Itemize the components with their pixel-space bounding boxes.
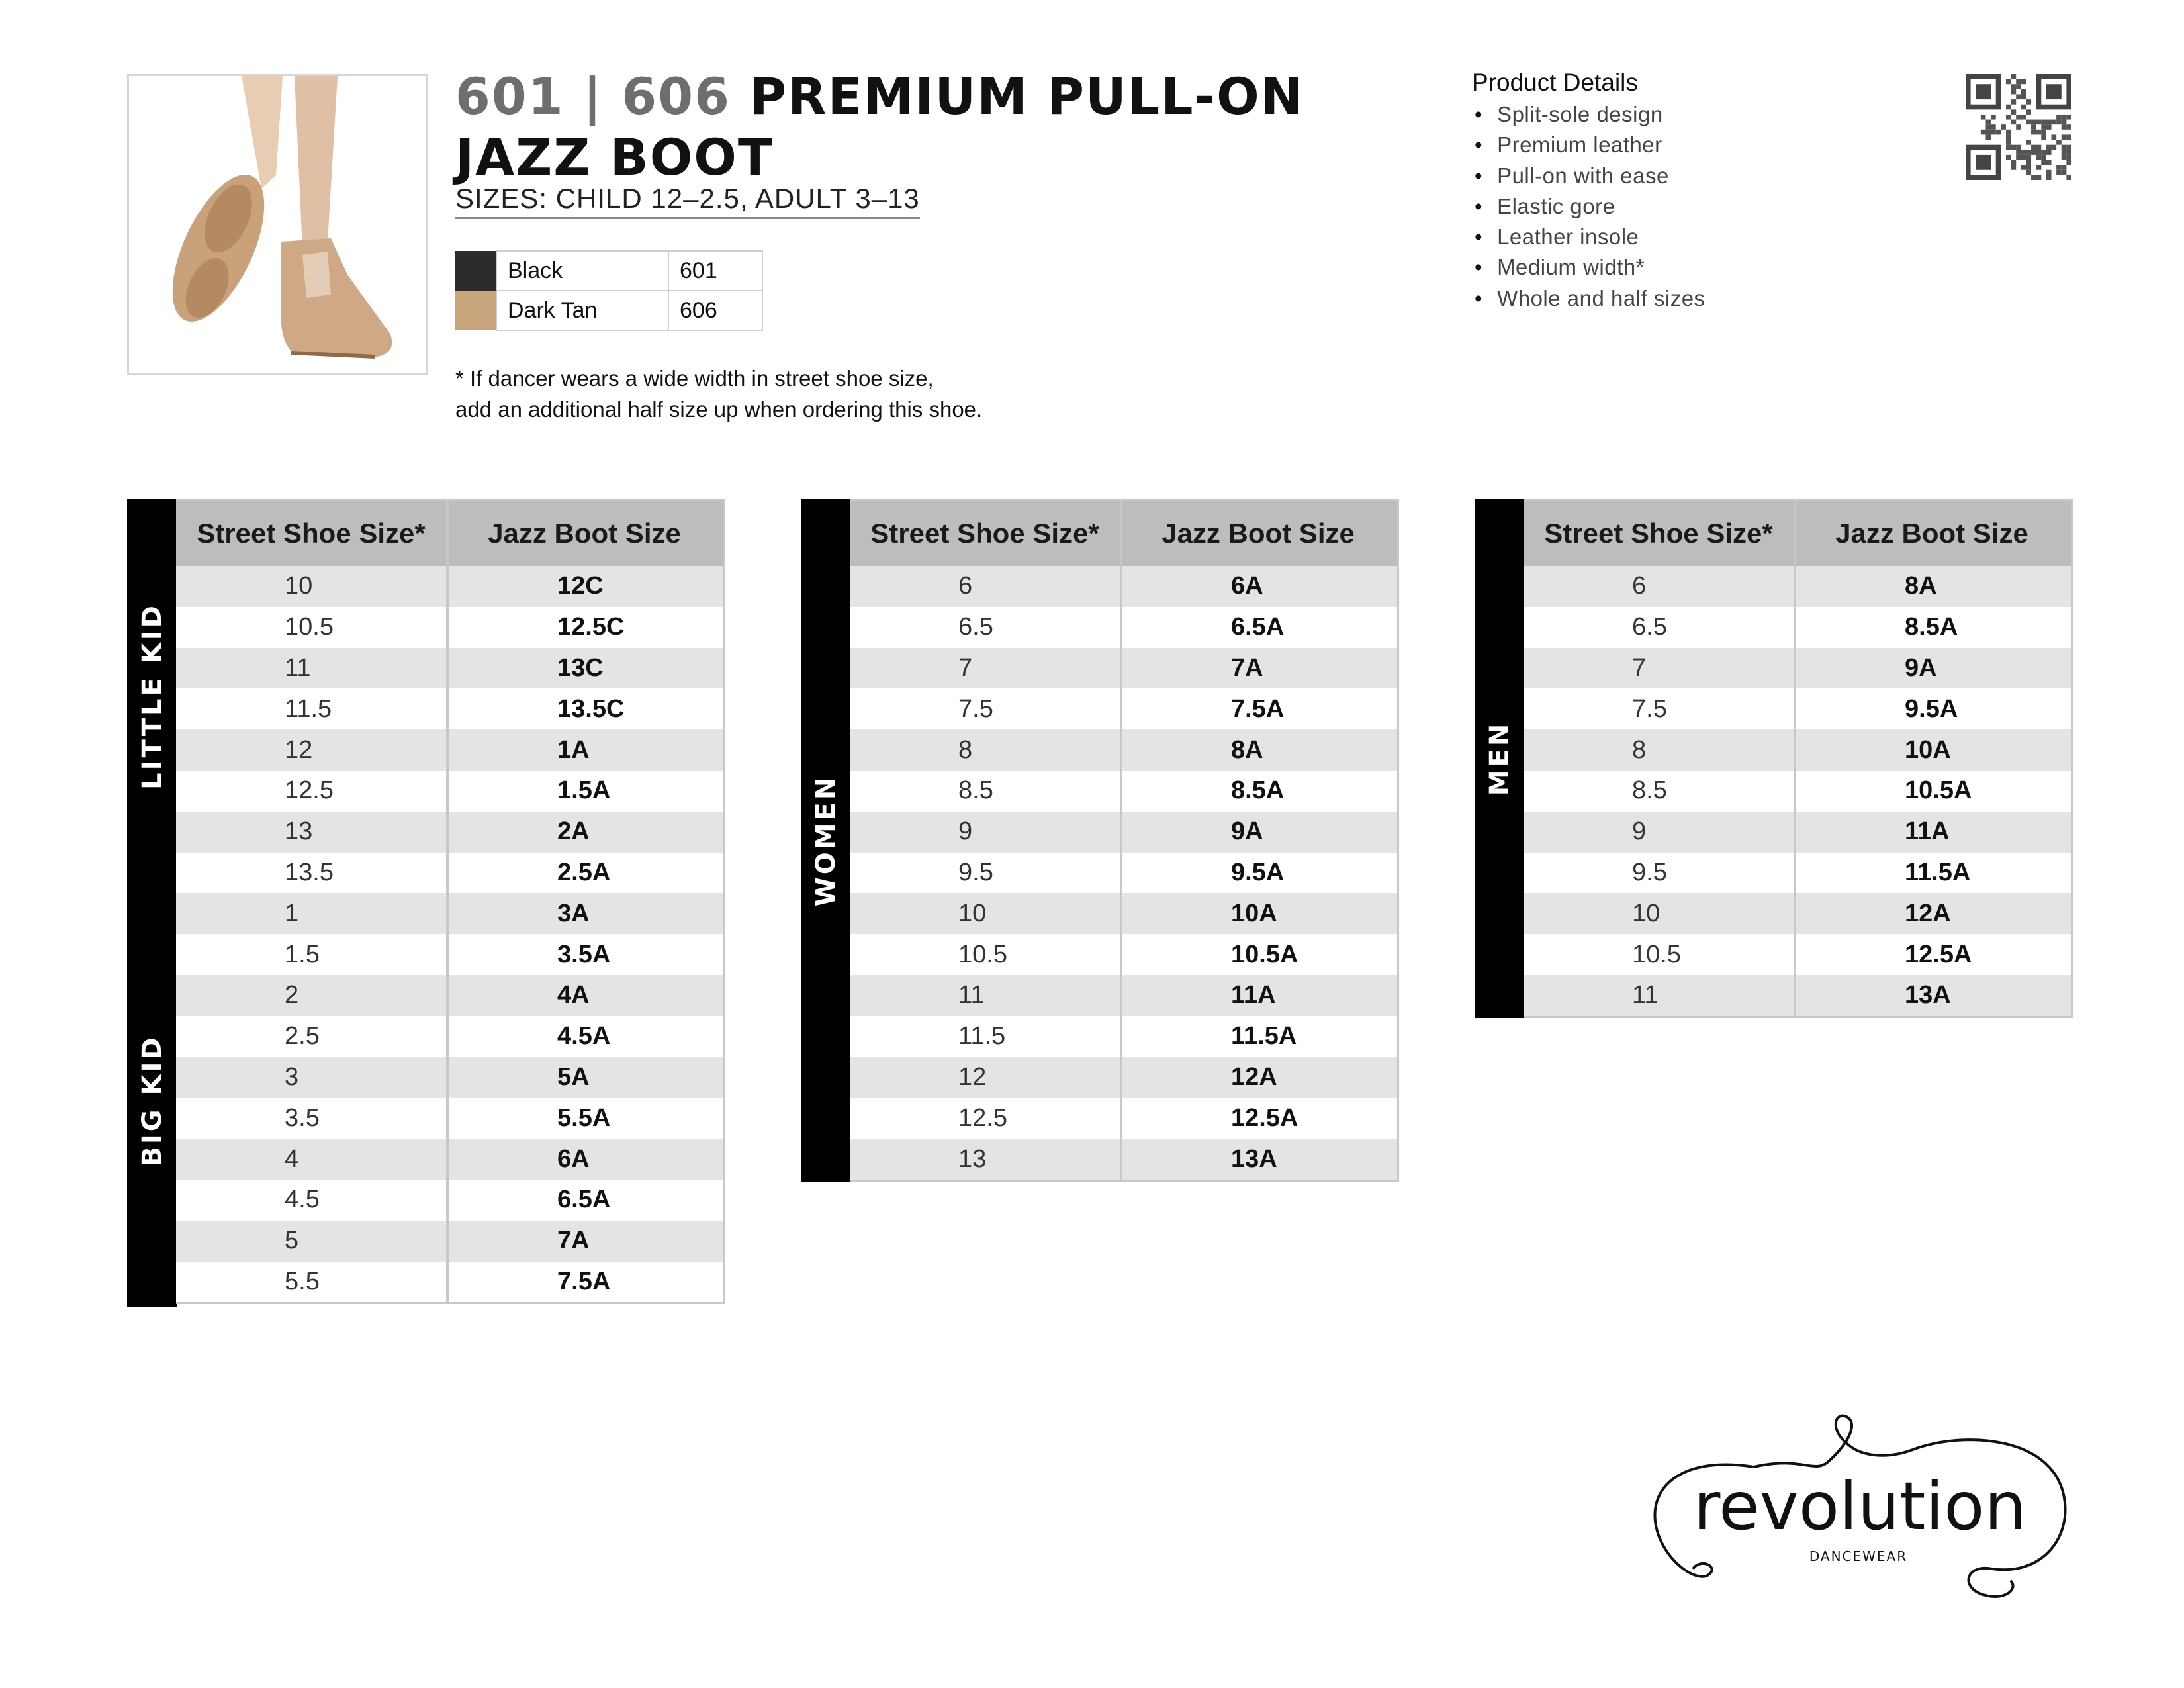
header-jazz-size: Jazz Boot Size xyxy=(1835,518,2028,549)
table-row xyxy=(1524,688,2071,729)
street-size-cell: 12.5 xyxy=(176,771,449,812)
wide-width-note: * If dancer wears a wide width in street shoe size, add an additional half size up when ordering this shoe. xyxy=(455,366,983,422)
table-row xyxy=(850,1016,1397,1057)
table-row xyxy=(850,1098,1397,1139)
street-size-cell: 8.5 xyxy=(850,771,1122,812)
jazz-size-cell: 12A xyxy=(1231,1062,1277,1091)
street-size-cell: 10 xyxy=(176,566,449,607)
jazz-size-cell: 6.5A xyxy=(1231,613,1285,641)
street-size-cell: 11 xyxy=(1524,975,1796,1016)
jazz-size-cell: 7A xyxy=(1231,653,1263,682)
street-size-cell: 3.5 xyxy=(176,1098,449,1139)
street-size-cell: 7 xyxy=(1524,648,1796,689)
side-label-little-kid: LITTLE KID xyxy=(127,499,177,894)
jazz-size-cell: 4A xyxy=(557,981,590,1009)
street-size-cell: 8 xyxy=(850,729,1122,771)
jazz-size-cell: 10A xyxy=(1231,899,1277,927)
street-size-cell: 11.5 xyxy=(176,688,449,729)
side-label-women: WOMEN xyxy=(801,499,851,1182)
street-size-cell: 10.5 xyxy=(176,607,449,648)
jazz-size-cell: 7A xyxy=(557,1227,590,1255)
table-row xyxy=(1524,566,2071,607)
table-row xyxy=(1524,934,2071,975)
header-street-size: Street Shoe Size* xyxy=(850,501,1122,566)
table-row xyxy=(850,853,1397,894)
jazz-size-cell: 11A xyxy=(1905,818,1950,846)
jazz-size-cell: 7.5A xyxy=(557,1267,611,1295)
jazz-size-cell: 11A xyxy=(1231,981,1276,1009)
jazz-size-cell: 4.5A xyxy=(557,1022,611,1051)
jazz-size-cell: 1A xyxy=(557,735,590,764)
jazz-size-cell: 12.5C xyxy=(557,613,625,641)
header-jazz-size: Jazz Boot Size xyxy=(488,518,681,549)
table-row xyxy=(176,1098,723,1139)
color-code: 606 xyxy=(668,291,762,330)
table-header xyxy=(1524,501,2071,566)
color-row xyxy=(455,251,762,291)
jazz-size-cell: 13C xyxy=(557,653,604,682)
street-size-cell: 7 xyxy=(850,648,1122,689)
jazz-boot-photo-icon xyxy=(129,76,428,375)
table-header xyxy=(850,501,1397,566)
street-size-cell: 3 xyxy=(176,1057,449,1098)
table-row xyxy=(176,566,723,607)
street-size-cell: 2 xyxy=(176,975,449,1016)
street-size-cell: 10 xyxy=(1524,893,1796,934)
table-row xyxy=(176,975,723,1016)
jazz-size-cell: 6A xyxy=(557,1145,590,1173)
street-size-cell: 12 xyxy=(850,1057,1122,1098)
product-details xyxy=(1472,69,1706,314)
street-size-cell: 10.5 xyxy=(850,934,1122,975)
street-size-cell: 11.5 xyxy=(850,1016,1122,1057)
street-size-cell: 10 xyxy=(850,893,1122,934)
jazz-size-cell: 12.5A xyxy=(1231,1103,1298,1132)
street-size-cell: 11 xyxy=(176,648,449,689)
street-size-cell: 8.5 xyxy=(1524,771,1796,812)
header-street-size: Street Shoe Size* xyxy=(176,501,449,566)
jazz-size-cell: 2.5A xyxy=(557,858,611,886)
table-row xyxy=(176,648,723,689)
table-row xyxy=(850,771,1397,812)
women-size-table xyxy=(850,499,1399,1182)
table-row xyxy=(850,729,1397,771)
jazz-size-cell: 10.5A xyxy=(1231,940,1298,968)
jazz-size-cell: 11.5A xyxy=(1231,1022,1297,1051)
logo-brand-text: revolution xyxy=(1693,1468,2026,1545)
header-jazz-size: Jazz Boot Size xyxy=(1161,518,1355,549)
table-row xyxy=(176,771,723,812)
kids-size-table xyxy=(176,499,725,1304)
street-size-cell: 2.5 xyxy=(176,1016,449,1057)
street-size-cell: 5 xyxy=(176,1221,449,1262)
detail-item: • Pull-on with ease xyxy=(1472,161,1706,191)
table-row xyxy=(850,975,1397,1016)
jazz-size-cell: 1.5A xyxy=(557,776,611,805)
men-size-table xyxy=(1524,499,2073,1018)
jazz-size-cell: 10A xyxy=(1905,735,1951,764)
street-size-cell: 5.5 xyxy=(176,1262,449,1303)
jazz-size-cell: 7.5A xyxy=(1231,694,1285,723)
street-size-cell: 1.5 xyxy=(176,934,449,975)
table-row xyxy=(1524,893,2071,934)
street-size-cell: 13 xyxy=(176,812,449,853)
jazz-size-cell: 5A xyxy=(557,1062,590,1091)
color-table xyxy=(455,250,763,331)
color-code: 601 xyxy=(668,251,762,291)
table-row xyxy=(176,853,723,894)
color-name: Dark Tan xyxy=(496,291,668,330)
jazz-size-cell: 9.5A xyxy=(1231,858,1285,886)
page-title xyxy=(455,66,1316,188)
table-row xyxy=(176,1139,723,1180)
detail-item: • Medium width* xyxy=(1472,252,1706,283)
table-row xyxy=(1524,729,2071,771)
street-size-cell: 6 xyxy=(1524,566,1796,607)
product-photo xyxy=(127,74,428,375)
jazz-size-cell: 12A xyxy=(1905,899,1951,927)
detail-item: • Premium leather xyxy=(1472,130,1706,160)
table-row xyxy=(176,812,723,853)
color-name: Black xyxy=(496,251,668,291)
detail-item: • Leather insole xyxy=(1472,222,1706,252)
jazz-size-cell: 9A xyxy=(1905,653,1937,682)
street-size-cell: 7.5 xyxy=(1524,688,1796,729)
header-street-size: Street Shoe Size* xyxy=(1524,501,1796,566)
jazz-size-cell: 8.5A xyxy=(1231,776,1285,805)
jazz-size-cell: 8A xyxy=(1905,572,1937,600)
table-row xyxy=(1524,853,2071,894)
detail-item: • Whole and half sizes xyxy=(1472,283,1706,314)
table-row xyxy=(176,688,723,729)
jazz-size-cell: 9A xyxy=(1231,818,1263,846)
jazz-size-cell: 3.5A xyxy=(557,940,611,968)
street-size-cell: 10.5 xyxy=(1524,934,1796,975)
table-row xyxy=(850,1139,1397,1180)
side-label-men: MEN xyxy=(1475,499,1525,1018)
style-codes: 601 | 606 xyxy=(455,67,731,126)
table-row xyxy=(176,607,723,648)
jazz-size-cell: 8A xyxy=(1231,735,1263,764)
table-row xyxy=(850,607,1397,648)
table-row xyxy=(850,1057,1397,1098)
street-size-cell: 8 xyxy=(1524,729,1796,771)
table-row xyxy=(850,566,1397,607)
detail-item: • Elastic gore xyxy=(1472,191,1706,222)
detail-item: • Split-sole design xyxy=(1472,99,1706,130)
qr-code-icon xyxy=(1966,74,2071,180)
jazz-size-cell: 8.5A xyxy=(1905,613,1958,641)
street-size-cell: 11 xyxy=(850,975,1122,1016)
jazz-size-cell: 2A xyxy=(557,818,590,846)
street-size-cell: 7.5 xyxy=(850,688,1122,729)
jazz-size-cell: 6.5A xyxy=(557,1186,611,1214)
street-size-cell: 13 xyxy=(850,1139,1122,1180)
jazz-size-cell: 13.5C xyxy=(557,694,625,723)
jazz-size-cell: 13A xyxy=(1231,1145,1277,1173)
jazz-size-cell: 3A xyxy=(557,899,590,927)
jazz-size-cell: 5.5A xyxy=(557,1103,611,1132)
size-range: SIZES: CHILD 12–2.5, ADULT 3–13 xyxy=(455,183,920,219)
revolution-dancewear-logo xyxy=(1648,1410,2071,1609)
table-row xyxy=(176,893,723,934)
street-size-cell: 12.5 xyxy=(850,1098,1122,1139)
product-details-list xyxy=(1472,99,1706,314)
street-size-cell: 9.5 xyxy=(1524,853,1796,894)
jazz-size-cell: 9.5A xyxy=(1905,694,1958,723)
logo-sub-text: DANCEWEAR xyxy=(1809,1548,1908,1564)
jazz-size-cell: 10.5A xyxy=(1905,776,1972,805)
table-row xyxy=(850,893,1397,934)
table-row xyxy=(176,1262,723,1303)
color-row xyxy=(455,291,762,330)
street-size-cell: 6.5 xyxy=(850,607,1122,648)
table-row xyxy=(176,1180,723,1221)
jazz-size-cell: 13A xyxy=(1905,981,1951,1009)
street-size-cell: 4 xyxy=(176,1139,449,1180)
street-size-cell: 9 xyxy=(850,812,1122,853)
street-size-cell: 6 xyxy=(850,566,1122,607)
street-size-cell: 1 xyxy=(176,893,449,934)
table-row xyxy=(176,934,723,975)
table-row xyxy=(1524,607,2071,648)
jazz-size-cell: 12C xyxy=(557,572,604,600)
side-label-big-kid: BIG KID xyxy=(127,894,177,1307)
table-row xyxy=(850,688,1397,729)
table-row xyxy=(176,729,723,771)
table-row xyxy=(1524,812,2071,853)
street-size-cell: 6.5 xyxy=(1524,607,1796,648)
table-row xyxy=(1524,771,2071,812)
jazz-size-cell: 11.5A xyxy=(1905,858,1971,886)
table-row xyxy=(850,812,1397,853)
table-row xyxy=(176,1016,723,1057)
jazz-size-cell: 6A xyxy=(1231,572,1263,600)
table-row xyxy=(1524,975,2071,1016)
table-row xyxy=(176,1057,723,1098)
street-size-cell: 4.5 xyxy=(176,1180,449,1221)
table-header xyxy=(176,501,723,566)
street-size-cell: 9.5 xyxy=(850,853,1122,894)
table-row xyxy=(1524,648,2071,689)
color-swatch xyxy=(455,251,496,291)
color-swatch xyxy=(455,291,496,330)
jazz-size-cell: 12.5A xyxy=(1905,940,1972,968)
street-size-cell: 9 xyxy=(1524,812,1796,853)
title-line-2: JAZZ BOOT xyxy=(455,128,774,187)
street-size-cell: 13.5 xyxy=(176,853,449,894)
product-details-heading: Product Details xyxy=(1472,69,1638,96)
table-row xyxy=(176,1221,723,1262)
table-row xyxy=(850,648,1397,689)
table-row xyxy=(850,934,1397,975)
street-size-cell: 12 xyxy=(176,729,449,771)
title-line-1: PREMIUM PULL-ON xyxy=(749,67,1304,126)
